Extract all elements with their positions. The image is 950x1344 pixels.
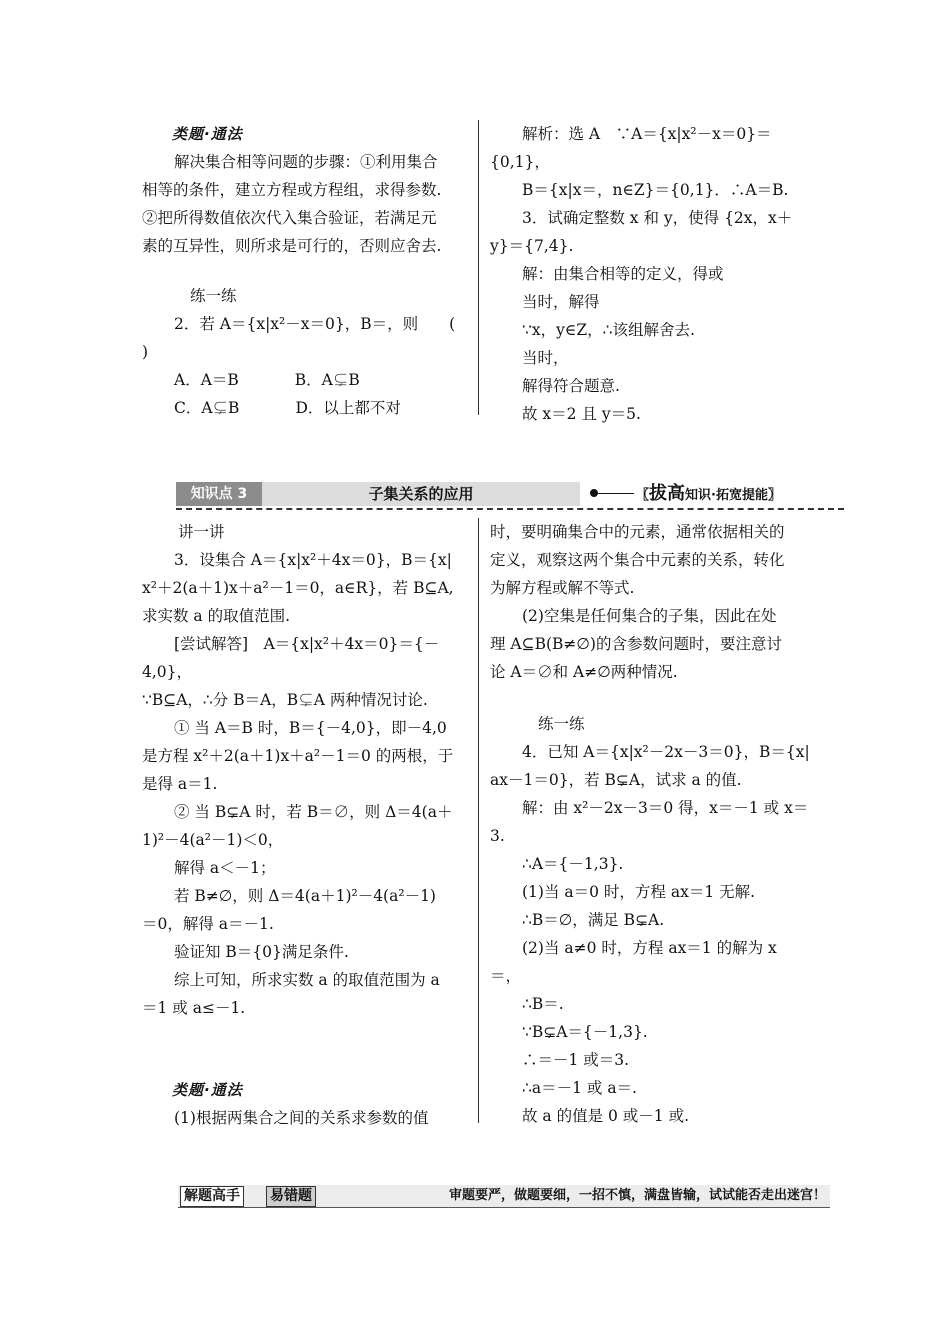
text-line: ∴A＝{－1,3}. <box>522 855 624 873</box>
text-line: 解：由集合相等的定义，得或 <box>522 265 724 283</box>
text-line: 相等的条件，建立方程或方程组，求得参数. <box>142 181 442 199</box>
question-2-cont: ) <box>142 343 149 361</box>
text-line: (2)空集是任何集合的子集，因此在处 <box>522 607 777 625</box>
bullet-dot-icon <box>590 489 598 497</box>
practice-label: 练一练 <box>538 715 585 733</box>
text-line: 定义，观察这两个集合中元素的关系，转化 <box>490 551 785 569</box>
section-banner <box>176 482 844 506</box>
option-b: B．A⊊B <box>294 371 360 389</box>
text-line: ∴B＝. <box>522 995 564 1013</box>
text-line: 3．试确定整数 x 和 y，使得 {2x，x＋ <box>522 209 793 227</box>
method-heading: 类题·通法 <box>172 125 243 143</box>
text-line: 时，要明确集合中的元素，通常依据相关的 <box>490 523 785 541</box>
text-line: 4．已知 A＝{x|x²－2x－3＝0}，B＝{x| <box>522 743 810 761</box>
text-line: 解得符合题意. <box>522 377 620 395</box>
options-row <box>142 394 472 422</box>
text-line: 解决集合相等问题的步骤：①利用集合 <box>174 153 438 171</box>
top-right-column <box>490 120 820 428</box>
text-line: 若 B≠∅，则 Δ＝4(a＋1)²－4(a²－1) <box>174 887 436 905</box>
banner-rule <box>598 493 634 494</box>
column-divider <box>478 120 479 415</box>
column-divider <box>478 518 479 1123</box>
text-line: 素的互异性，则所求是可行的，否则应舍去. <box>142 237 442 255</box>
text-line: ＝0，解得 a＝－1. <box>142 915 274 933</box>
text-line: 3．设集合 A＝{x|x²＋4x＝0}，B＝{x| <box>174 551 452 569</box>
text-line: ∵x，y∈Z，∴该组解舍去. <box>522 321 695 339</box>
slogan-text: 知识·拓宽提能〗 <box>685 488 781 503</box>
text-line: ②把所得数值依次代入集合验证，若满足元 <box>142 209 437 227</box>
method-heading: 类题·通法 <box>172 1081 243 1099</box>
option-a: A．A＝B <box>174 371 239 389</box>
text-line: ① 当 A＝B 时，B＝{－4,0}，即－4,0 <box>174 719 447 737</box>
footer-banner <box>178 1185 830 1208</box>
text-line: ② 当 B⊊A 时，若 B＝∅，则 Δ＝4(a＋ <box>174 803 453 821</box>
text-line: 求实数 a 的取值范围. <box>142 607 291 625</box>
option-d: D．以上都不对 <box>295 399 401 417</box>
text-line: ∵B⊊A＝{－1,3}. <box>522 1023 648 1041</box>
bottom-right-column <box>490 518 820 1130</box>
text-line: ∴B＝∅，满足 B⊊A. <box>522 911 665 929</box>
text-line: ∴a＝－1 或 a＝. <box>522 1079 637 1097</box>
text-line: {0,1}， <box>490 153 550 171</box>
text-line: 解得 a＜－1； <box>174 859 276 877</box>
text-line: 验证知 B＝{0}满足条件. <box>174 943 349 961</box>
text-line: 1)²－4(a²－1)＜0， <box>142 831 284 849</box>
banner-underline <box>176 508 844 510</box>
text-line: x²＋2(a＋1)x＋a²－1＝0，a∈R}，若 B⊆A, <box>142 579 454 597</box>
option-c: C．A⊊B <box>174 399 240 417</box>
text-line: y}＝{7,4}. <box>490 237 574 255</box>
text-line: ax－1＝0}，若 B⊊A，试求 a 的值. <box>490 771 742 789</box>
top-left-column <box>142 120 472 422</box>
text-line: 当时， <box>522 349 569 367</box>
practice-label: 练一练 <box>190 287 237 305</box>
text-line: ∵B⊆A，∴分 B＝A，B⊊A 两种情况讨论. <box>142 691 428 709</box>
text-line: 3. <box>490 827 505 845</box>
slogan-bracket: 〖 <box>636 488 650 503</box>
text-line: 综上可知，所求实数 a 的取值范围为 a <box>174 971 440 989</box>
text-line: 是得 a＝1. <box>142 775 218 793</box>
knowledge-point-tag: 知识点 3 <box>176 482 262 506</box>
text-line: B＝{x|x＝，n∈Z}＝{0,1}．∴A＝B. <box>522 181 789 199</box>
options-row <box>142 366 472 394</box>
text-line: (2)当 a≠0 时，方程 ax＝1 的解为 x <box>522 939 777 957</box>
footer-tag-error-prone: 易错题 <box>266 1186 316 1207</box>
text-line: 是方程 x²＋2(a＋1)x＋a²－1＝0 的两根，于 <box>142 747 454 765</box>
text-line: ∴＝－1 或＝3. <box>522 1051 630 1069</box>
text-line: 为解方程或解不等式. <box>490 579 635 597</box>
section-title: 子集关系的应用 <box>262 482 580 506</box>
question-2: 2．若 A＝{x|x²－x＝0}，B＝，则 ( <box>174 315 456 333</box>
footer-tag-expert: 解题高手 <box>180 1186 244 1207</box>
text-line: 论 A＝∅和 A≠∅两种情况. <box>490 663 678 681</box>
intro-label: 讲一讲 <box>178 523 225 541</box>
text-line: 理 A⊆B(B≠∅)的含参数问题时，要注意讨 <box>490 635 782 653</box>
text-line: 故 a 的值是 0 或－1 或. <box>522 1107 690 1125</box>
text-line: 故 x＝2 且 y＝5. <box>522 405 641 423</box>
text-line: 4,0}， <box>142 663 193 681</box>
text-line: [尝试解答] A＝{x|x²＋4x＝0}＝{－ <box>174 635 440 653</box>
bottom-left-column <box>142 518 472 1132</box>
text-line: ＝1 或 a≤－1. <box>142 999 246 1017</box>
text-line: (1)根据两集合之间的关系求参数的值 <box>174 1109 429 1127</box>
text-line: 当时，解得 <box>522 293 600 311</box>
text-line: 解析：选 A ∵A＝{x|x²－x＝0}＝ <box>522 125 772 143</box>
banner-slogan <box>636 482 781 506</box>
text-line: ＝， <box>490 967 522 985</box>
text-line: 解：由 x²－2x－3＝0 得，x＝－1 或 x＝ <box>522 799 809 817</box>
slogan-emphasis: 拔高 <box>649 483 686 504</box>
text-line: (1)当 a＝0 时，方程 ax＝1 无解. <box>522 883 756 901</box>
footer-tip: 审题要严，做题要细，一招不慎，满盘皆输，试试能否走出迷宫！ <box>448 1188 826 1203</box>
